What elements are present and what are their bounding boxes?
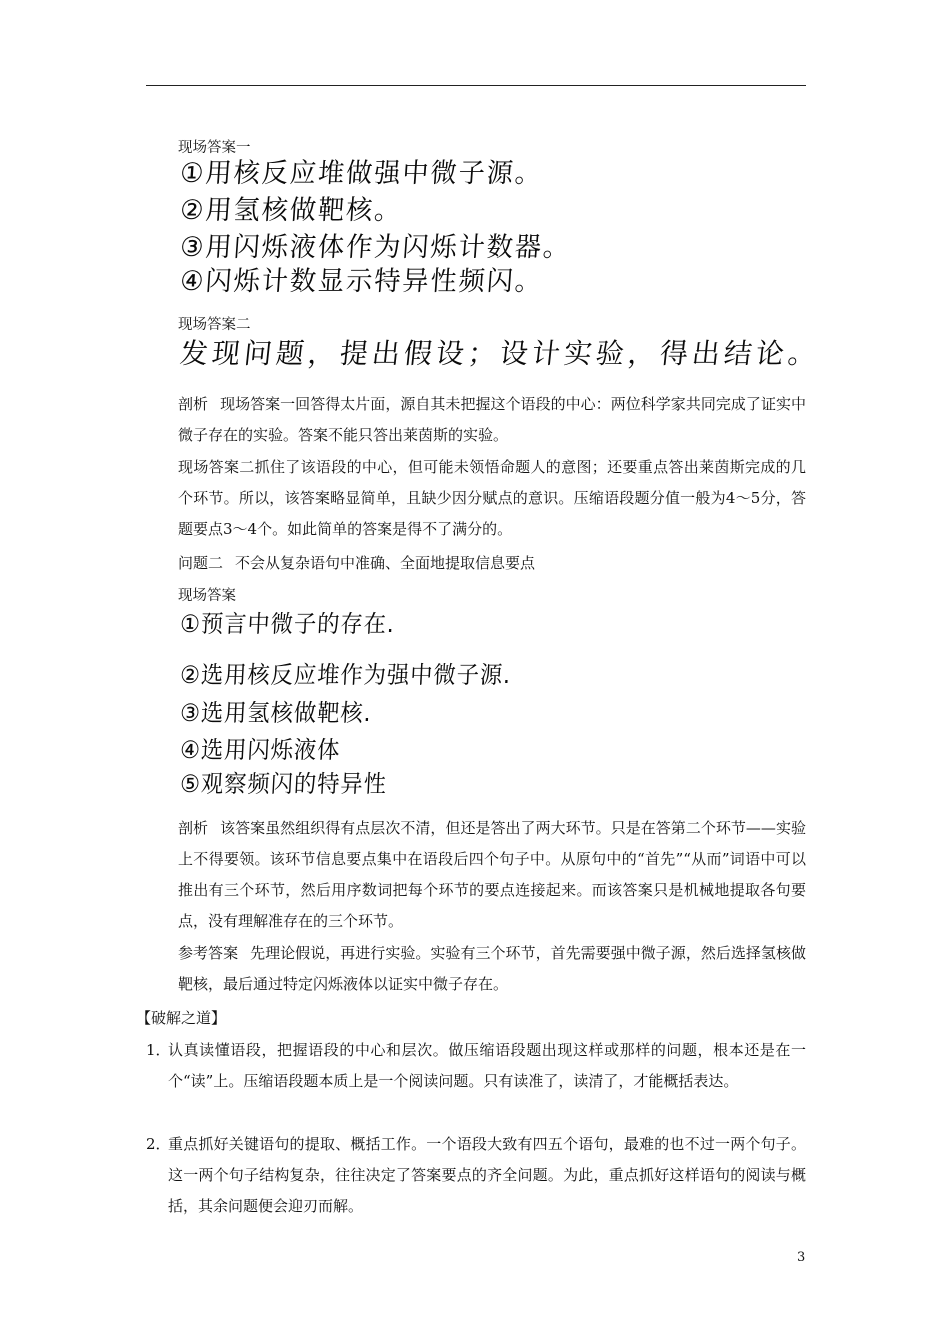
analysis-paragraph-2 [178,452,806,545]
analysis-text: 该答案虽然组织得有点层次不清，但还是答出了两大环节。只是在答第二个环节——实验上不得要领。该环节信息要点集中在语段后四个句子中。从原句中的“首先”“从而”词语中可以推出有三个环节，然后用序数词把每个环节的要点连接起来。而该答案只是机械地提取各句要点，没有理解准存在的三个环节。 [178,819,806,930]
handwritten-line: 发现问题，提出假设；设计实验，得出结论。 [178,337,822,370]
question-lead: 问题二 [178,554,224,572]
list-item [146,1129,806,1222]
solution-heading: 【破解之道】 [136,1009,227,1027]
answer-one-label: 现场答案一 [178,140,251,156]
analysis-lead: 剖析 [178,395,209,413]
handwritten-line: ③用闪烁液体作为闪烁计数器。 [178,232,573,263]
analysis-text-2: 现场答案二抓住了该语段的中心，但可能未领悟命题人的意图；还要重点答出莱茵斯完成的几个环节。所以，该答案略显简单，且缺少因分赋点的意识。压缩语段题分值一般为4～5分，答题要点3～4个。如此简单的答案是得不了满分的。 [178,458,806,538]
analysis-paragraph-3 [178,813,806,937]
handwritten-line: ③选用氢核做靶核. [179,699,373,727]
handwritten-line: ④选用闪烁液体 [179,736,342,764]
question-text: 不会从复杂语句中准确、全面地提取信息要点 [235,554,536,572]
answer-label: 现场答案 [178,588,236,604]
header-rule [146,85,806,86]
analysis-text: 现场答案一回答得太片面，源自其未把握这个语段的中心：两位科学家共同完成了证实中微子存在的实验。答案不能只答出莱茵斯的实验。 [178,395,806,444]
page-number: 3 [797,1250,806,1265]
analysis-paragraph [178,389,806,451]
reference-lead: 参考答案 [178,944,239,962]
handwritten-line: ②用氢核做靶核。 [178,195,404,226]
answer-two-label: 现场答案二 [178,317,251,333]
question-two-heading [178,553,535,573]
reference-text: 先理论假说，再进行实验。实验有三个环节，首先需要强中微子源，然后选择氢核做靶核，最后通过特定闪烁液体以证实中微子存在。 [178,944,806,993]
handwritten-line: ①用核反应堆做强中微子源。 [178,158,545,189]
list-number: 2． [146,1135,171,1153]
handwritten-line: ①预言中微子的存在. [179,610,396,638]
list-item [146,1035,806,1097]
analysis-lead: 剖析 [178,819,209,837]
list-text: 重点抓好关键语句的提取、概括工作。一个语段大致有四五个语句，最难的也不过一两个句子。这一两个句子结构复杂，往往决定了答案要点的齐全问题。为此，重点抓好这样语句的阅读与概括，其余问题便会迎刃而解。 [168,1135,806,1215]
reference-answer [178,938,806,1000]
list-number: 1． [146,1041,171,1059]
handwritten-line: ②选用核反应堆作为强中微子源. [179,661,512,689]
list-text: 认真读懂语段，把握语段的中心和层次。做压缩语段题出现这样或那样的问题，根本还是在一个“读”上。压缩语段题本质上是一个阅读问题。只有读准了，读清了，才能概括表达。 [168,1041,806,1090]
handwritten-line: ④闪烁计数显示特异性频闪。 [178,266,545,297]
handwritten-line: ⑤观察频闪的特异性 [179,770,388,798]
